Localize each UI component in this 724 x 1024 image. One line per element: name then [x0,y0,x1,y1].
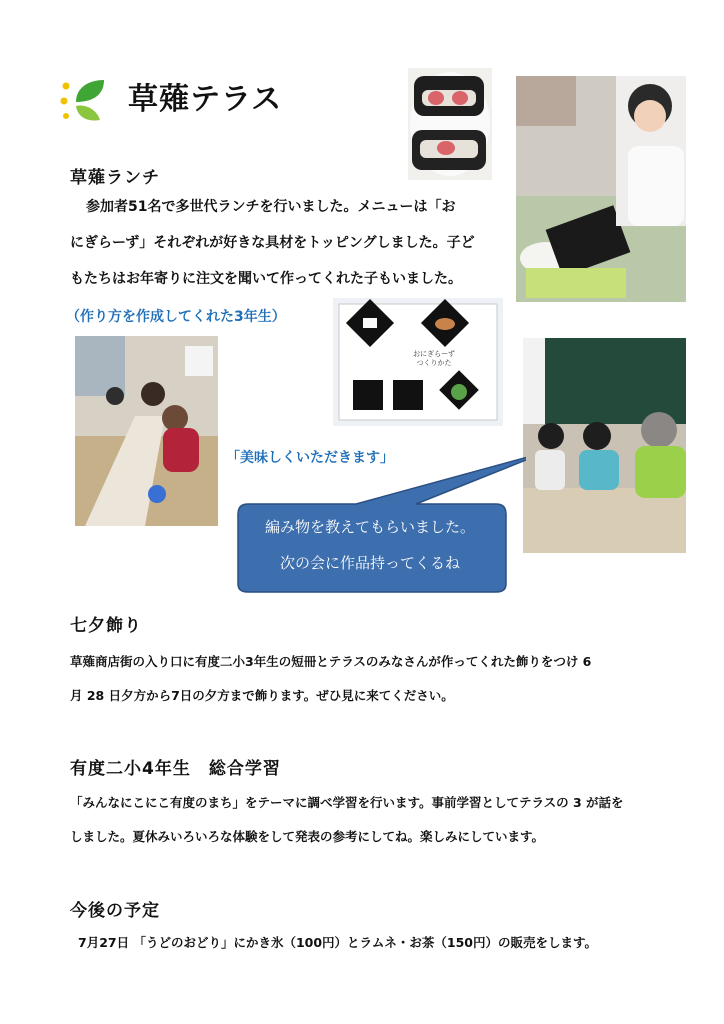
recipe-board-heading: おにぎらーず つくりかた [413,350,455,367]
logo-leaf-icon [58,76,108,126]
lunch-paragraph-line: もたちはお年寄りに注文を聞いて作ってくれた子もいました。 [70,271,462,287]
page-title: 草薙テラス [128,82,283,117]
knitting-photo [523,338,686,553]
lunch-paragraph-line: にぎらーず」それぞれが好きな具材をトッピングしました。子ど [70,235,475,251]
section-heading-schedule: 今後の予定 [70,901,160,921]
bubble-line: 次の会に作品持ってくるね [279,554,460,572]
recipe-board-photo [333,298,503,426]
study-paragraph-line: しました。夏休みいろいろな体験をして発表の参考にしてね。楽しみにしています。 [70,829,545,844]
schedule-paragraph-line: 7月27日 「うどのおどり」にかき氷（100円）とラムネ・お茶（150円）の販売をします。 [78,935,598,950]
section-heading-lunch: 草薙ランチ [70,168,160,188]
caption-third-grade: （作り方を作成してくれた3年生） [66,309,286,325]
cooking-photo [516,76,686,302]
bubble-line: 編み物を教えてもらいました。 [264,518,475,536]
tanabata-paragraph-line: 草薙商店街の入り口に有度二小3年生の短冊とテラスのみなさんが作ってくれた飾りをつけ 6 [70,654,592,669]
lunch-paragraph-line: 参加者51名で多世代ランチを行いました。メニューは「お [86,199,456,215]
section-heading-tanabata: 七夕飾り [70,616,142,636]
caption-delicious: 「美味しくいただきます」 [226,450,394,466]
section-heading-study: 有度二小4年生 総合学習 [70,759,281,779]
elders-eating-photo [75,336,218,526]
study-paragraph-line: 「みんなにこにこ有度のまち」をテーマに調べ学習を行います。事前学習としてテラスの 3 が話を [70,795,624,810]
onigiri-photo [408,68,492,180]
tanabata-paragraph-line: 月 28 日夕方から7日の夕方まで飾ります。ぜひ見に来てください。 [70,688,454,703]
